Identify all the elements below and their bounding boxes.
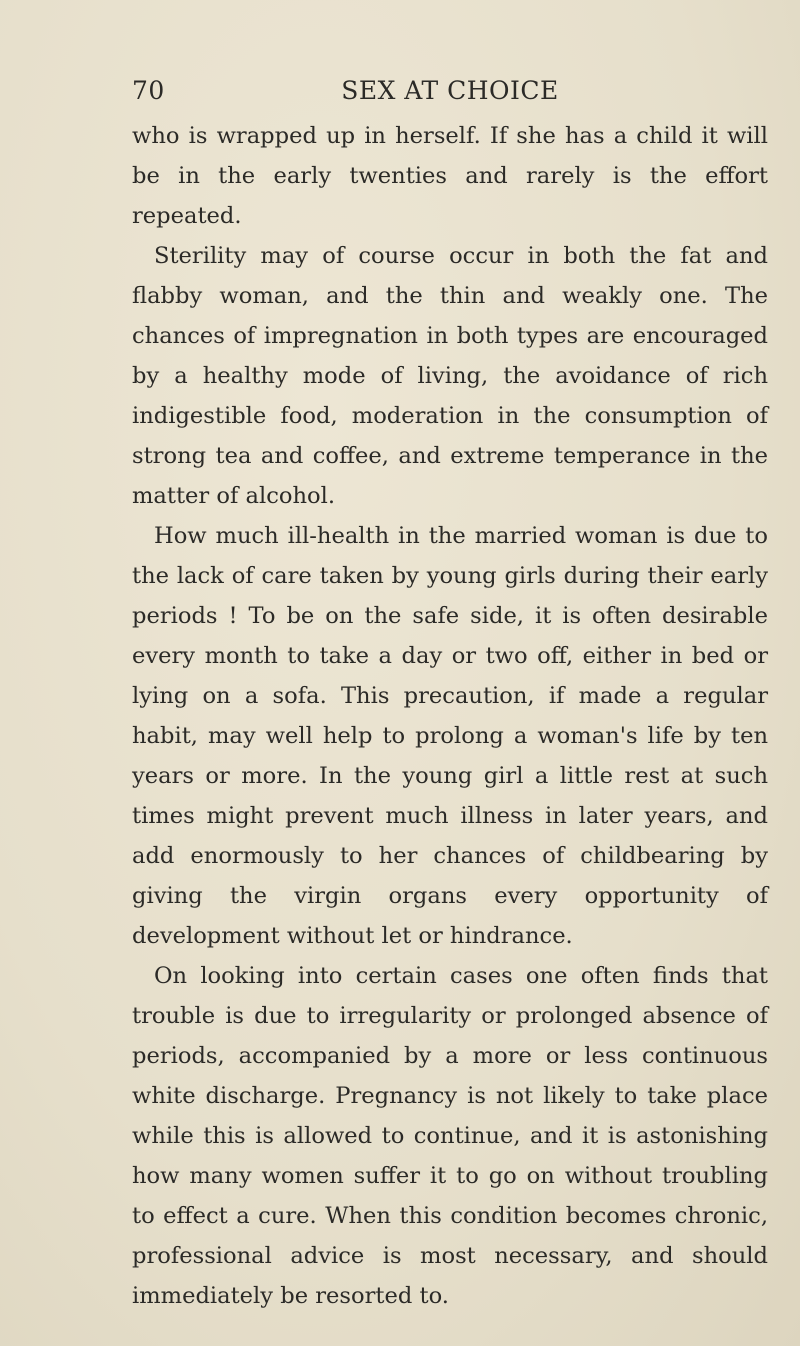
body-text: [132, 116, 768, 1316]
page-content: [132, 72, 768, 1316]
running-title: SEX AT CHOICE: [341, 76, 559, 105]
page-number: 70: [132, 76, 165, 105]
paragraph-sterility: Sterility may of course occur in both the fat and flabby woman, and the thin and weakly one. The chances of impregnation in both types are encouraged by a healthy mode of living, the avoidance of rich indigestible food, moderation in the consumption of strong tea and coffee, and extreme temperance in the matter of alcohol.: [132, 243, 768, 509]
running-head: [132, 72, 768, 116]
paragraph-continued: who is wrapped up in herself. If she has a child it will be in the early twenties and rarely is the effort repeated.: [132, 123, 768, 229]
paragraph-ill-health: How much ill-health in the married woman is due to the lack of care taken by young girls during their early periods ! To be on the safe side, it is often desirable every month to take a day or two off, either in bed or lying on a sofa. This precaution, if made a regular habit, may well help to prolong a woman's life by ten years or more. In the young girl a little rest at such times might prevent much illness in later years, and add enormously to her chances of childbearing by giving the virgin organs every opportunity of development without let or hindrance.: [132, 523, 768, 949]
paragraph-irregularity: On looking into certain cases one often finds that trouble is due to irregularity or prolonged absence of periods, accompanied by a more or less continuous white discharge. Pregnancy is not likely to take place while this is allowed to continue, and it is astonishing how many women suffer it to go on without troubling to effect a cure. When this condition becomes chronic, professional advice is most necessary, and should immediately be resorted to.: [132, 963, 768, 1309]
